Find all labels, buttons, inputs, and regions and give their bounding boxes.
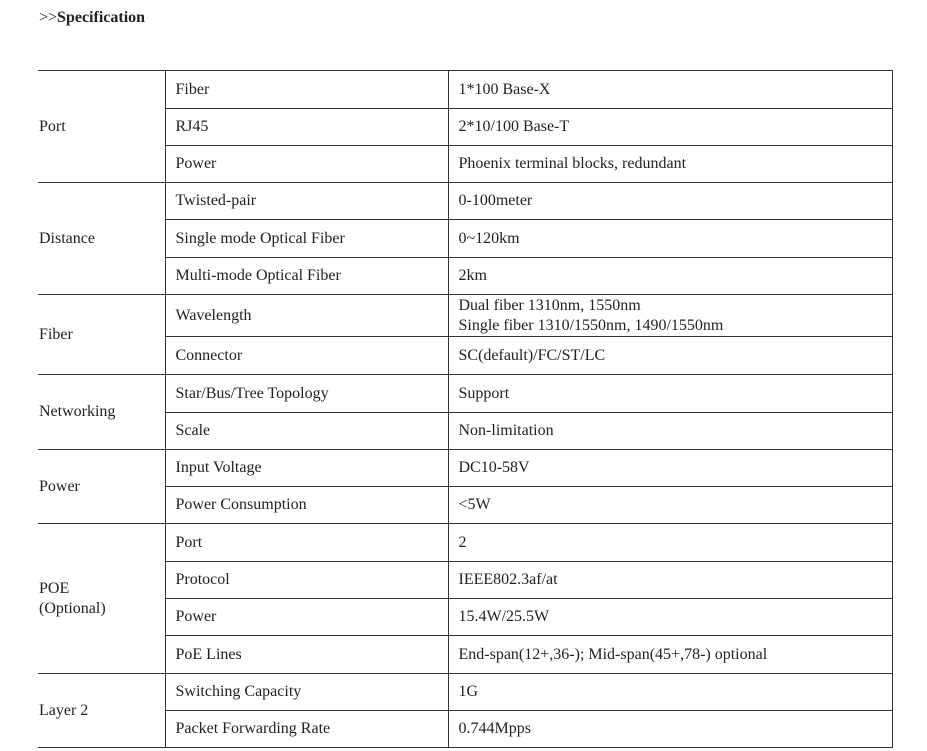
value-cell (448, 109, 892, 146)
value-text-line: Dual fiber 1310nm, 1550nm (458, 296, 641, 314)
value-text: DC10-58V (458, 459, 530, 476)
value-cell (448, 450, 892, 487)
property-cell (165, 337, 448, 375)
value-cell (448, 562, 892, 599)
value-text: 1*100 Base-X (458, 80, 551, 98)
value-cell (448, 295, 892, 337)
property-label: PoE Lines (175, 645, 242, 663)
property-label: Twisted-pair (175, 192, 257, 209)
value-cell (448, 487, 892, 524)
value-text: Non-limitation (458, 422, 554, 439)
value-text: Phoenix terminal blocks, redundant (458, 155, 687, 172)
property-cell (165, 450, 448, 487)
property-cell (165, 295, 448, 337)
category-label: POE (39, 579, 70, 597)
value-text: 0.744Mpps (458, 720, 531, 737)
value-text: <5W (458, 496, 491, 513)
value-text-line: Single fiber 1310/1550nm, 1490/1550nm (458, 316, 724, 334)
table-row (38, 258, 892, 295)
table-row (38, 711, 892, 748)
property-label: RJ45 (175, 118, 209, 135)
table-row (38, 375, 892, 413)
value-cell (448, 636, 892, 674)
table-row (38, 674, 892, 711)
property-label: Protocol (175, 571, 230, 588)
table-row (38, 450, 892, 487)
value-cell (448, 413, 892, 450)
value-cell (448, 674, 892, 711)
category-sublabel: (Optional) (39, 599, 106, 617)
specification-table (38, 70, 893, 748)
value-cell (448, 258, 892, 295)
value-text: End-span(12+,36-); Mid-span(45+,78-) optional (458, 645, 768, 663)
value-text: 0~120km (458, 229, 520, 247)
property-cell (165, 524, 448, 562)
value-text: 15.4W/25.5W (458, 608, 550, 625)
property-label: Scale (175, 422, 211, 439)
property-label: Fiber (175, 80, 210, 98)
category-power (38, 450, 165, 524)
category-label: Port (39, 117, 66, 135)
table-row (38, 413, 892, 450)
property-label: Packet Forwarding Rate (175, 720, 331, 737)
table-row (38, 295, 892, 337)
value-text: 0-100meter (458, 192, 533, 209)
property-label: Power (175, 155, 217, 172)
value-text: SC(default)/FC/ST/LC (458, 346, 606, 364)
category-label: Networking (39, 403, 116, 420)
property-cell (165, 711, 448, 748)
heading-prefix: >> (39, 9, 58, 26)
table-row (38, 337, 892, 375)
category-label: Layer 2 (39, 701, 89, 719)
property-label: Multi-mode Optical Fiber (175, 267, 341, 284)
value-cell (448, 337, 892, 375)
value-cell (448, 599, 892, 636)
property-label: Power Consumption (175, 496, 307, 513)
table-row (38, 183, 892, 220)
table-row (38, 599, 892, 636)
property-cell (165, 599, 448, 636)
table-row (38, 636, 892, 674)
property-cell (165, 258, 448, 295)
property-cell (165, 183, 448, 220)
property-label: Connector (175, 346, 243, 364)
category-label: Power (39, 477, 80, 495)
category-label: Fiber (39, 325, 73, 343)
property-cell (165, 562, 448, 599)
value-text: Support (458, 384, 510, 402)
value-cell (448, 524, 892, 562)
category-label: Distance (39, 229, 95, 247)
value-cell (448, 146, 892, 183)
value-text: IEEE802.3af/at (458, 571, 558, 588)
property-label: Switching Capacity (175, 683, 302, 700)
table-row (38, 71, 892, 109)
value-cell (448, 375, 892, 413)
value-text: 2 (458, 533, 467, 551)
category-port (38, 71, 165, 183)
property-label: Single mode Optical Fiber (175, 229, 345, 247)
value-text: 2*10/100 Base-T (458, 118, 570, 135)
property-cell (165, 413, 448, 450)
property-label: Port (175, 533, 203, 551)
property-cell (165, 375, 448, 413)
property-label: Wavelength (175, 306, 252, 324)
table-row (38, 524, 892, 562)
property-cell (165, 109, 448, 146)
value-cell (448, 183, 892, 220)
property-label: Input Voltage (175, 459, 262, 476)
table-row (38, 220, 892, 258)
property-cell (165, 71, 448, 109)
value-text: 2km (458, 267, 487, 284)
category-networking (38, 375, 165, 450)
category-distance (38, 183, 165, 295)
value-text: 1G (458, 683, 479, 700)
value-cell (448, 220, 892, 258)
property-label: Star/Bus/Tree Topology (175, 384, 329, 402)
heading-title: Specification (57, 9, 146, 26)
category-layer-2 (38, 674, 165, 748)
value-cell (448, 71, 892, 109)
page-title (39, 9, 145, 27)
property-cell (165, 487, 448, 524)
value-cell (448, 711, 892, 748)
category-poe (38, 524, 165, 674)
table-row (38, 562, 892, 599)
table-row (38, 146, 892, 183)
property-cell (165, 636, 448, 674)
property-cell (165, 146, 448, 183)
table-row (38, 487, 892, 524)
table-row (38, 109, 892, 146)
category-fiber (38, 295, 165, 375)
property-label: Power (175, 608, 217, 625)
property-cell (165, 674, 448, 711)
property-cell (165, 220, 448, 258)
